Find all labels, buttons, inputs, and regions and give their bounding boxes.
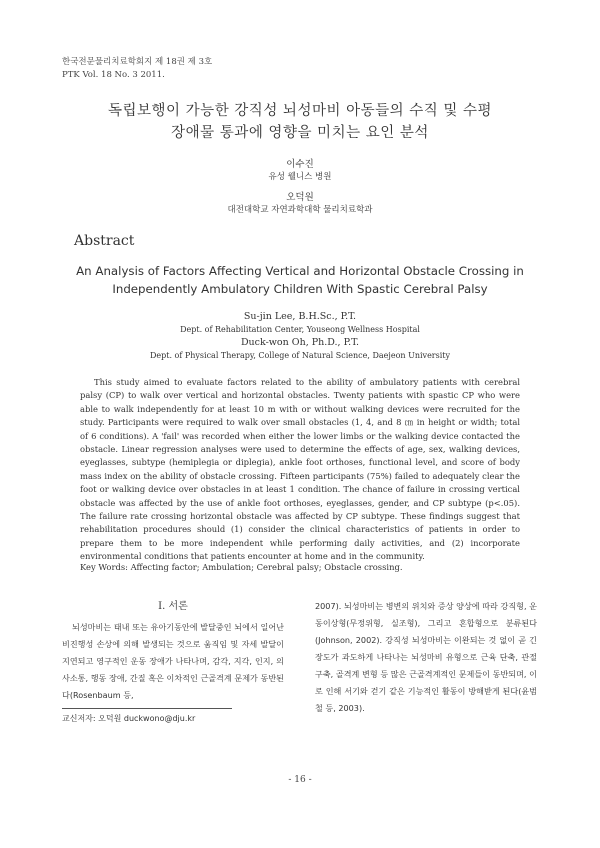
korean-author-2: 오덕원	[286, 192, 314, 203]
korean-title	[0, 100, 600, 144]
korean-title-line-2: 장애물 통과에 영향을 미치는 요인 분석	[171, 125, 429, 141]
english-author-1: Su-jin Lee, B.H.Sc., P.T.	[243, 311, 357, 322]
english-title-line-1: An Analysis of Factors Affecting Vertical and Horizontal Obstacle Crossing in	[76, 264, 524, 278]
abstract-heading: Abstract	[74, 233, 135, 249]
english-title	[60, 262, 540, 298]
section-heading-introduction: Ⅰ. 서론	[158, 601, 188, 612]
corresponding-author-footnote: 교신저자: 오덕원 duckwono@dju.kr	[62, 714, 196, 723]
introduction-paragraph-right: 2007). 뇌성마비는 병변의 위치와 증상 양상에 따라 강직형, 운동이상형(무정위형, 실조형), 그리고 혼합형으로 분류된다(Johnson, 2002). 강직성 뇌성마비는 이완되는 것 없이 곧 긴장도가 과도하게 나타나는 뇌성마비 유형으로 근육 단축, 관절 구축, 골격계 변형 등 많은 근골격계적인 문제들이 동반되며, 이로 인해 서기와 걷기 같은 기능적인 활동이 방해받게 된다(윤범철 등, 2003).	[315, 601, 537, 713]
english-affiliation-2: Dept. of Physical Therapy, College of Natural Science, Daejeon University	[149, 351, 451, 360]
korean-title-line-1: 독립보행이 가능한 강직성 뇌성마비 아동들의 수직 및 수평	[108, 103, 492, 119]
english-author-2: Duck-won Oh, Ph.D., P.T.	[240, 337, 360, 348]
korean-author-1: 이수진	[286, 159, 314, 170]
journal-title-korean: 한국전문물리치료학회지 제 18권 제 3호	[62, 57, 213, 67]
page-number: - 16 -	[288, 775, 312, 785]
footnote-divider	[62, 708, 232, 709]
keywords: Key Words: Affecting factor; Ambulation; Cerebral palsy; Obstacle crossing.	[80, 562, 403, 572]
english-title-line-2: Independently Ambulatory Children With Spastic Cerebral Palsy	[112, 282, 488, 296]
abstract-text: This study aimed to evaluate factors related to the ability of ambulatory patients with cerebral palsy (CP) to walk over vertical and horizontal obstacles. Twenty patients with spastic CP who were able to walk independently for at least 10 m with or without walking devices were recruited for the study. Participants were required to walk over small obstacles (1, 4, and 8 ㎝ in height or width; total of 6 conditions). A 'fail' was recorded when either the lower limbs or the walking device contacted the obstacle. Linear regression analyses were used to determine the effects of age, sex, walking devices, eyeglasses, subtype (hemiplegia or diplegia), ankle foot orthoses, functional level, and score of body mass index on the ability of obstacle crossing. Fifteen participants (75%) failed to adequately clear the foot or walking device over obstacles in at least 1 condition. The chance of failure in crossing vertical obstacle was affected by the use of ankle foot orthoses, eyeglasses, gender, and CP subtype (p<.05). The failure rate crossing horizontal obstacle was affected by CP subtype. These findings suggest that rehabilitation procedures should (1) consider the clinical characteristics of patients in order to prepare them to be more independent while performing daily activities, and (2) incorporate environmental conditions that patients encounter at home and in the community.	[80, 377, 520, 562]
introduction-paragraph-left: 뇌성마비는 태내 또는 유아기동안에 발달중인 뇌에서 일어난 비진행성 손상에 의해 발생되는 것으로 움직임 및 자세 발달이 지연되고 영구적인 운동 장애가 나타나며, 감각, 지각, 인지, 의사소통, 행동 장애, 간질 혹은 이차적인 근골격계 문제가 동반된다(Rosenbaum 등,	[62, 622, 284, 700]
left-column	[62, 598, 284, 704]
korean-affiliation-1: 유성 웰니스 병원	[268, 172, 332, 182]
journal-volume-info: PTK Vol. 18 No. 3 2011.	[62, 70, 165, 80]
english-affiliation-1: Dept. of Rehabilitation Center, Youseong Wellness Hospital	[180, 325, 420, 334]
korean-affiliation-2: 대전대학교 자연과학대학 물리치료학과	[227, 205, 373, 215]
right-column	[315, 598, 537, 717]
journal-header	[62, 56, 212, 82]
